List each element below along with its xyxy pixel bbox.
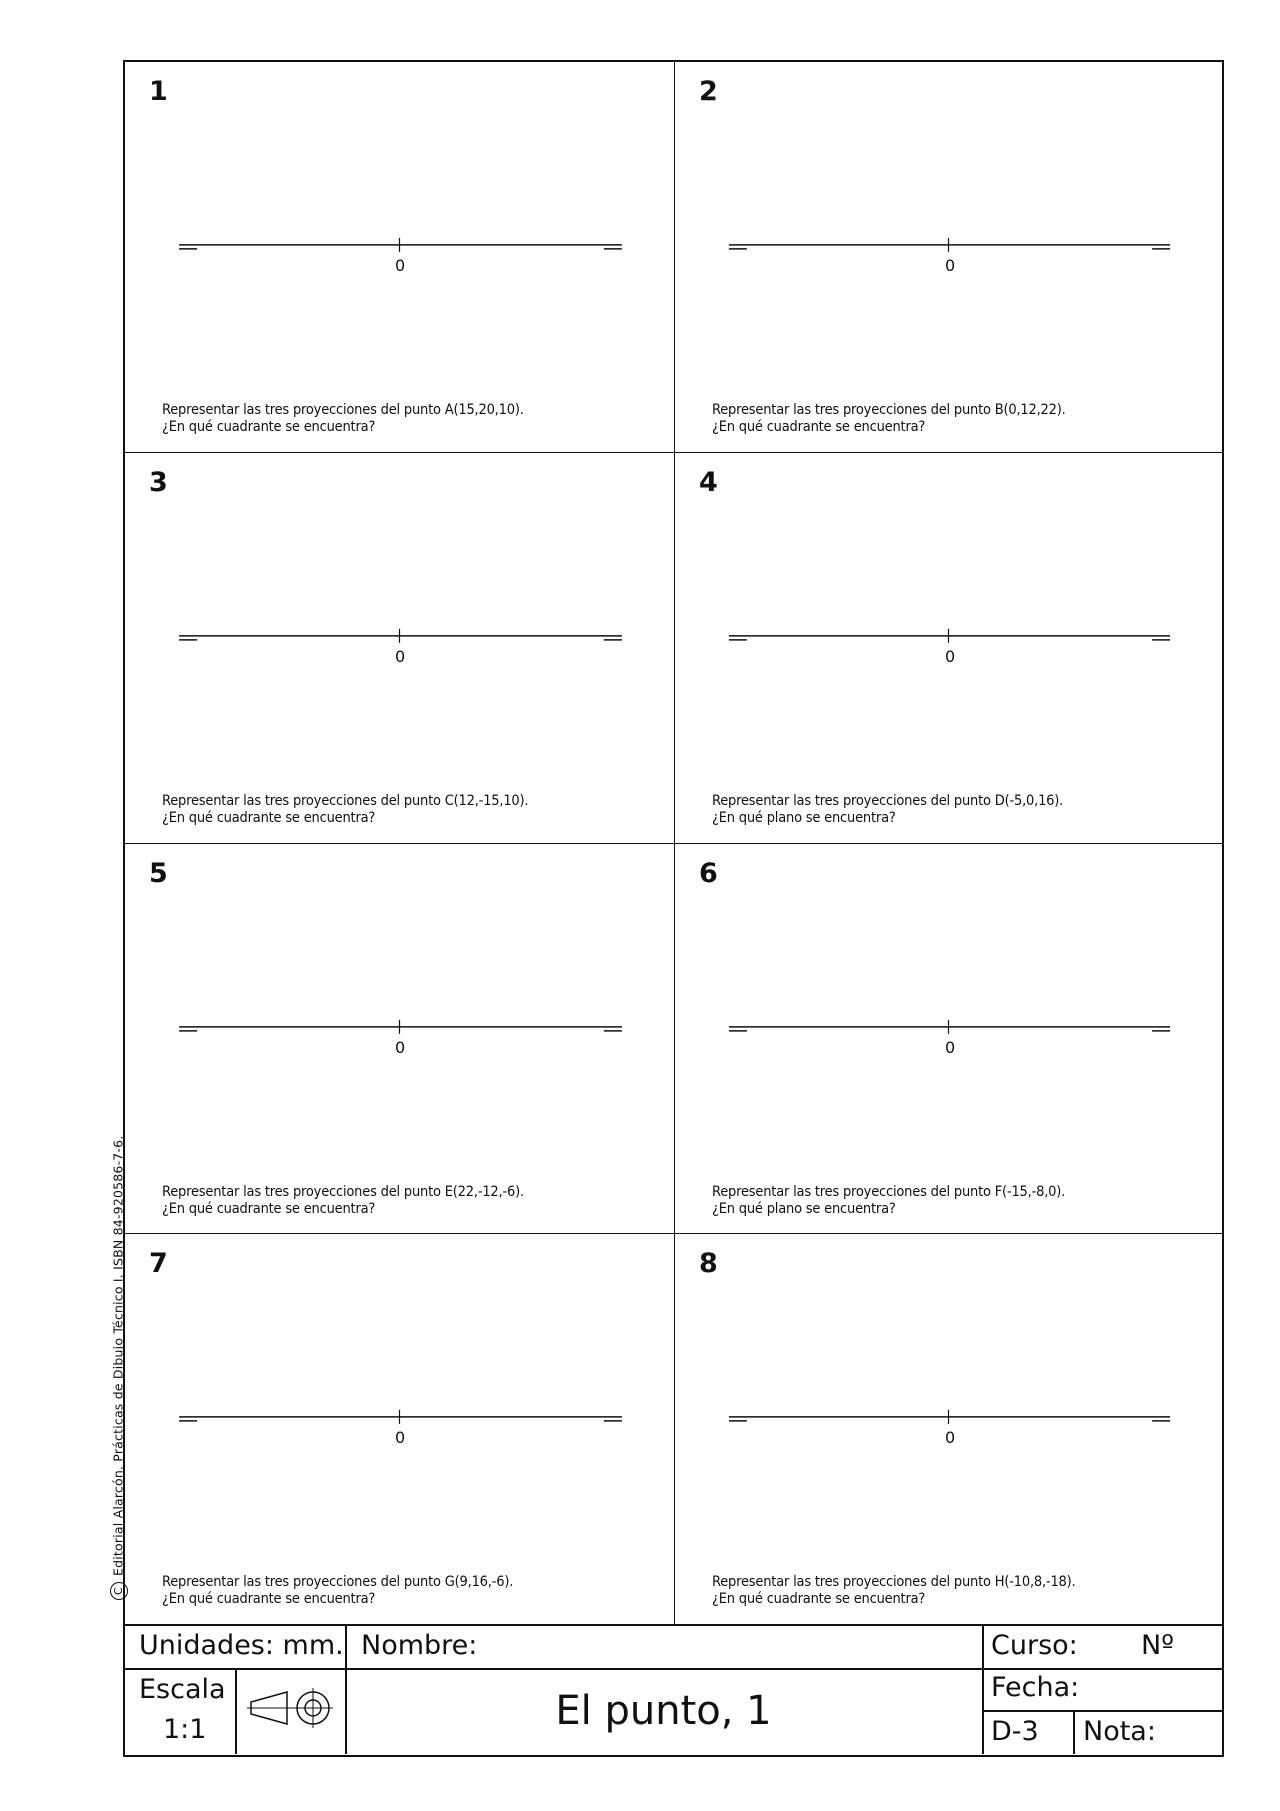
number-label: Nº <box>1141 1630 1174 1661</box>
origin-label: 0 <box>945 256 956 275</box>
origin-label: 0 <box>395 1428 406 1448</box>
title-block-right-divider <box>983 1710 1222 1712</box>
exercise-number: 7 <box>149 1248 168 1280</box>
prompt-line-1: Representar las tres proyecciones del punto H(-10,8,-18). <box>712 1574 1076 1591</box>
scale-divider <box>235 1668 237 1754</box>
prompt-line-2: ¿En qué cuadrante se encuentra? <box>162 419 376 435</box>
exercise-cell <box>675 62 1222 453</box>
prompt-line-1: Representar las tres proyecciones del punto F(-15,-8,0). <box>712 1183 1066 1200</box>
prompt-line-2: ¿En qué cuadrante se encuentra? <box>712 419 926 435</box>
prompt-line-2: ¿En qué plano se encuentra? <box>712 1200 896 1217</box>
name-label: Nombre: <box>361 1630 478 1661</box>
exercise-cell <box>125 1234 675 1625</box>
exercise-cell <box>125 844 675 1235</box>
origin-label: 0 <box>945 1428 956 1448</box>
exercise-number: 5 <box>149 857 168 889</box>
title-block-right-col <box>982 1626 984 1754</box>
copyright-symbol: C <box>110 1582 128 1600</box>
exercise-number: 8 <box>699 1248 718 1280</box>
origin-label: 0 <box>395 256 406 275</box>
exercise-cell <box>125 62 675 453</box>
prompt-line-2: ¿En qué plano se encuentra? <box>712 809 896 826</box>
exercise-cell <box>125 453 675 844</box>
prompt-line-2: ¿En qué cuadrante se encuentra? <box>162 1200 376 1217</box>
exercise-cell <box>675 453 1222 844</box>
exercise-prompt <box>162 1574 513 1608</box>
exercise-prompt <box>162 402 524 436</box>
exercise-prompt <box>162 793 528 827</box>
exercise-prompt <box>712 1574 1075 1608</box>
origin-label: 0 <box>395 1037 406 1057</box>
prompt-line-2: ¿En qué cuadrante se encuentra? <box>162 809 376 826</box>
origin-label: 0 <box>395 646 406 666</box>
copyright-text: Editorial Alarcón. Prácticas de Dibujo Técnico I. ISBN 84-920586-7-6. <box>110 1135 126 1576</box>
exercise-number: 4 <box>699 466 718 498</box>
origin-label: 0 <box>945 646 956 666</box>
exercise-number: 1 <box>149 76 168 107</box>
prompt-line-2: ¿En qué cuadrante se encuentra? <box>162 1591 376 1608</box>
exercise-number: 2 <box>699 76 718 107</box>
code-divider <box>1073 1710 1075 1754</box>
exercise-prompt <box>712 793 1063 827</box>
exercise-cell <box>675 1234 1222 1625</box>
exercise-number: 6 <box>699 857 718 889</box>
title-block <box>125 1625 1222 1755</box>
exercise-prompt <box>712 402 1066 436</box>
drawing-sheet <box>123 60 1224 1757</box>
origin-label: 0 <box>945 1037 956 1057</box>
prompt-line-1: Representar las tres proyecciones del punto C(12,-15,10). <box>162 792 529 809</box>
exercise-prompt <box>162 1184 524 1218</box>
units-label: Unidades: mm. <box>139 1630 344 1661</box>
prompt-line-1: Representar las tres proyecciones del punto B(0,12,22). <box>712 402 1066 418</box>
prompt-line-1: Representar las tres proyecciones del punto A(15,20,10). <box>162 402 524 418</box>
sheet-code: D-3 <box>991 1716 1039 1747</box>
scale-value: 1:1 <box>163 1714 207 1745</box>
grade-label: Nota: <box>1083 1716 1156 1747</box>
date-label: Fecha: <box>991 1672 1080 1703</box>
prompt-line-2: ¿En qué cuadrante se encuentra? <box>712 1591 926 1608</box>
exercise-grid <box>125 62 1222 1625</box>
exercise-cell <box>675 844 1222 1235</box>
projection-symbol-icon <box>247 1684 339 1738</box>
exercise-number: 3 <box>149 466 168 498</box>
scale-label: Escala <box>139 1674 226 1705</box>
prompt-line-1: Representar las tres proyecciones del punto G(9,16,-6). <box>162 1574 514 1591</box>
prompt-line-1: Representar las tres proyecciones del punto D(-5,0,16). <box>712 792 1064 809</box>
course-label: Curso: <box>991 1630 1078 1661</box>
exercise-prompt <box>712 1184 1065 1218</box>
sheet-title: El punto, 1 <box>555 1688 772 1734</box>
prompt-line-1: Representar las tres proyecciones del punto E(22,-12,-6). <box>162 1183 524 1200</box>
